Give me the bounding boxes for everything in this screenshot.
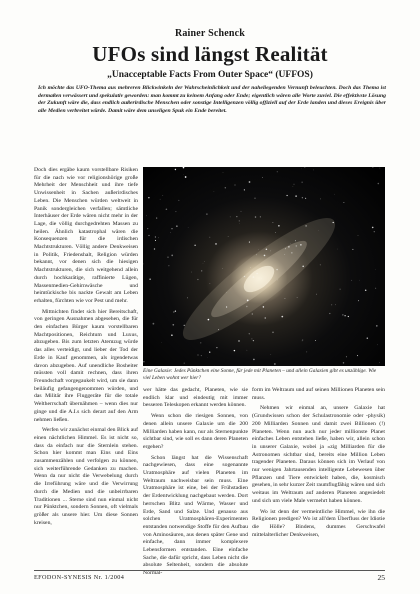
star-dot [191,272,192,273]
star-dot [161,342,162,343]
star-dot [204,261,205,262]
star-dot [344,315,345,316]
star-dot [346,356,347,357]
star-dot [297,297,298,298]
star-dot [377,344,378,345]
star-dot [244,276,245,277]
star-dot [222,268,223,269]
star-dot [230,217,231,218]
star-dot [201,355,202,356]
star-dot [255,216,257,218]
star-dot [302,197,303,198]
text-column-middle [143,387,248,581]
star-dot [173,311,175,313]
star-dot [166,208,168,210]
article-subtitle: „Unacceptable Facts From Outer Space“ (UFFOS) [107,70,313,80]
galaxy-photo [143,167,385,366]
star-dot [374,231,375,232]
star-dot [290,243,291,244]
star-dot [236,216,237,217]
star-dot [340,289,341,290]
star-dot [153,323,155,325]
star-dot [160,199,161,200]
star-dot [276,269,277,270]
star-dot [253,359,255,361]
star-dot [302,265,304,267]
star-dot [163,195,164,196]
star-dot [256,273,257,274]
star-dot [320,265,321,266]
star-dot [305,167,306,168]
starfield-graphic [143,167,385,366]
star-dot [320,199,321,200]
star-dot [241,211,242,212]
star-dot [343,202,344,203]
article-title: UFOs sind längst Realität [92,42,328,66]
star-dot [331,305,332,306]
star-dot [284,298,285,299]
star-dot [143,361,144,362]
star-dot [250,268,251,269]
star-dot [210,283,211,284]
star-dot [372,167,373,168]
star-dot [271,354,272,355]
star-dot [234,184,235,185]
star-dot [315,340,316,341]
star-dot [184,174,185,175]
page-number: 25 [377,573,385,582]
star-dot [214,191,215,192]
star-dot [171,334,173,336]
star-dot [260,216,261,217]
star-dot [348,316,349,317]
star-dot [378,183,380,185]
star-dot [249,242,250,243]
star-dot [285,255,286,256]
star-dot [271,251,272,252]
star-dot [172,228,173,229]
star-dot [285,248,286,249]
star-dot [254,198,255,199]
figure-caption: Eine Galaxie: Jedes Pünktchen eine Sonne, für jede mit Planeten – und allein Galaxien gibt es unzählige. Wie viel Leben wohnt wer hier? [143,368,377,381]
star-dot [247,300,249,302]
star-dot [184,325,185,326]
star-dot [253,340,254,341]
star-dot [183,167,185,168]
star-dot [277,280,278,281]
star-dot [337,249,338,250]
star-dot [379,362,380,363]
star-dot [295,195,297,197]
star-dot [288,246,289,247]
lead-paragraph: Ich möchte das UFO-Thema aus mehreren Blickwinkeln der Wahrscheinlichkeit und der naheliegenden Vernunft beleuchten. Doch das Thema ist dermaßen verwässert und spekulativ geworden: man kommt zu keinem Anfang oder Ende; eigentlich wären alle Worte zuviel. Die effektivste Lösung der Zukunft wäre die, dass endlich außerirdische Menschen oder sonstige Intelligenzen völlig offiziell auf der Erde landen und dieses Ereignis über alle Medien verbreitet würde. Damit wäre dem unseligen Spuk ein Ende bereitet. [38,85,386,114]
star-dot [187,298,188,299]
star-dot [148,235,149,236]
star-dot [149,279,150,280]
paragraph: Nehmen wir einmal an, unsere Galaxie hat (Grundwissen schon der Schulastronomie oder -physik) 200 Milliarden Sonnen und damit zwei Billionen (!) Planeten. Wenn nun auch nur jeder millionste Planet einfaches Leben entstehen ließe, haben wir, allein schon in unserer Galaxie, wobei ja »zig Milliarden für die Astronomen sichtbar sind, bereits eine Million Leben tragender Planeten. Daraus können sich im Verlauf von nur wenigen Jahrtausenden intelligente Lebewesen über Pflanzen und Tiere entwickelt haben, die, kosmisch gesehen, in sehr kurzer Zeit raumflugfähig wären und sich weitaus im Weltraum auf anderen Planeten angesiedelt und sich um viele Male vermehrt haben können. [252,405,385,504]
star-dot [329,313,330,314]
star-dot [316,294,317,295]
star-dot [335,305,336,306]
star-dot [143,263,144,264]
star-dot [185,176,187,178]
star-dot [295,240,296,241]
star-dot [275,232,276,233]
star-dot [171,255,173,257]
star-dot [253,276,255,278]
star-dot [252,314,253,315]
star-dot [172,324,174,326]
star-dot [239,220,240,221]
star-dot [367,337,368,338]
star-dot [179,200,180,201]
star-dot [334,194,335,195]
paragraph: Wo ist denn der vermeintliche Himmel, wie ihn die Religionen predigen? Wo ist all'dem Überfluss der Idiotie die Hölle? Bindens, dummes Gerschwafel mittelalterlicher Denkweisen, [252,508,385,538]
star-dot [286,195,287,196]
star-dot [228,236,229,237]
paragraph: wer hätte das gedacht, Planeten, wie sie endlich klar und eindeutig mit immer besseren Teleskopen erkannt werden können. [143,387,248,409]
star-dot [302,341,303,342]
star-dot [305,198,306,199]
star-dot [313,170,314,171]
star-dot [226,306,227,307]
star-dot [291,252,292,253]
star-dot [293,187,294,188]
star-dot [358,300,359,301]
star-dot [203,263,204,264]
star-dot [155,240,156,241]
star-dot [352,249,353,250]
star-dot [218,329,219,330]
star-dot [167,256,168,257]
star-dot [300,244,301,245]
star-dot [209,351,210,352]
star-dot [376,325,378,327]
paragraph: Doch dies ergäbe kaum vorstellbare Risiken für die nach wie vor religionshörige große Mehrheit der Menschheit und ihre tiefe Unwissenheit in Sachen außerirdisches Leben. Die Menschen würden weltweit in Panik sondergleichen verfallen; sämtliche Interhäuser der Erde wären nicht mehr in der Lage, die völlig durchgedrehten Massen zu heilen. Ähnlich katastrophal wären die Konsequenzen für die irdischen Machtstrukturen. Völlig andere Denkweisen in Politik, Friedenshalt, Religion würden bekannt, vor denen sich die hiesigen Machtstrukturen, die sich weitgehend allein durch hochkarätige, raffinierte Lügen, Massenmedien-Gehirnwäsche und heimtückische bis nackte Gewalt am Leben erhalten, fürchten wie vor Pest und mehr. [34,167,138,304]
star-dot [226,292,227,293]
star-dot [175,169,176,170]
star-dot [234,350,235,351]
star-dot [265,317,266,318]
star-dot [215,243,217,245]
text-column-right [252,387,385,542]
star-dot [201,270,202,271]
star-dot [246,306,247,307]
star-dot [342,314,343,315]
star-dot [264,255,266,257]
star-dot [294,184,295,185]
star-dot [155,237,156,238]
star-dot [209,237,210,238]
star-dot [249,181,251,183]
star-dot [262,177,263,178]
star-dot [380,168,381,169]
paragraph: Werfen wir zunächst einmal den Blick auf einen nächtlichen Himmel. Es ist nicht so, dass da einfach nur die Sternlein stehen. Schon hier kommt man Eins und Eins zusammenzählen und verfolgen zu können, sich weiterführende Gedanken zu machen. Wenn da nur nicht die Verwebelung durch die Irreführung wäre und die Verwirrung durch die Medien und die unbeirrbaren Traditionen ... Sterne sind nun einmal nicht nur Pünktchen, sondern Sonnen, oft vielmals größer als unsere hier. Um diese Sonnen kreisen, [34,427,138,526]
star-dot [158,237,159,238]
star-dot [296,245,298,247]
star-dot [372,227,374,229]
star-dot [156,218,157,219]
star-dot [305,225,307,227]
star-dot [200,342,201,343]
star-dot [208,319,210,321]
star-dot [343,362,344,363]
text-column-left [34,167,138,530]
star-dot [147,228,148,229]
footer-divider [34,570,385,571]
star-dot [197,279,198,280]
star-dot [176,225,177,226]
star-dot [306,352,307,353]
star-dot [365,289,367,291]
journal-name: EFODON-SYNESIS Nr. 1/2004 [34,574,125,581]
star-dot [175,310,176,311]
star-dot [357,355,358,356]
star-dot [184,363,185,364]
star-dot [198,355,199,356]
star-dot [168,265,169,266]
star-dot [146,216,147,217]
star-dot [256,254,257,255]
star-dot [333,222,334,223]
star-dot [225,187,226,188]
star-dot [238,340,239,341]
paragraph: Wenn schon die riesigen Sonnen, von denen allein unsere Galaxie um die 200 Milliarden haben kann, nur als Sternenpunkte sichtbar sind, wie soll es dann deren Planeten ergehen? [143,413,248,450]
paragraph: Schon längst hat die Wissenschaft nachgewiesen, dass eine sogenannte Uratmosphäre auf vielen Planeten im Weltraum nachweisbar sein muss. Eine Uratmosphäre ist eine, bei der Frühstadien der Erdentwicklung nachgebaut werden. Dort herrschen Blitz und Wärme, Wasser und Erde, Sand und Salze. Und genauso aus solchen Uratmosphären-Experimenten entstanden notwendige Stoffe für den Aufbau von Aminosäuren, aus denen später Gene und einfache, dann immer komplexere Lebensformen entstanden. Eine einfache Sache, die dafür spricht, dass Leben nicht die absolute Seltenheit, sondern die absolute Normal- [143,454,248,577]
star-dot [272,332,274,334]
paragraph: Mittnichten findet sich hier Bereitschaft, von geringen Ausnahmen abgesehen, die für den einfachen Bürger kaum vorstellbaren Machtpositionen, Reichtum und Luxus, abzugeben. Bis zum letzten Atemzug würde das alles verteidigt, und lieber der Tod der Erde in Kauf genommen, als irgendetwas davon abzugeben. Auf unendliche Bosheiter müssten voll damit rechnen, dass ihren Freundschaft vorgegaukelt wird, um sie dann beiläufig gefangengenommen würden, und das Militär ihre Fluggeräte für die totale Weltherrschaft übernähmen – wenn dies nur ginge und die A.I.s sich derart auf den Arm nehmen ließen. [34,308,138,423]
star-dot [194,245,195,246]
star-dot [251,338,252,339]
star-dot [263,306,265,308]
paragraph: form im Weltraum und auf seinen Millionen Planeten sein muss. [252,387,385,401]
star-dot [302,182,303,183]
star-dot [375,288,376,289]
star-dot [216,347,217,348]
star-dot [358,235,359,236]
star-dot [359,280,360,281]
star-dot [272,222,273,223]
star-dot [281,316,283,318]
star-dot [170,232,171,233]
star-dot [277,171,278,172]
star-dot [302,340,303,341]
star-dot [247,350,248,351]
star-dot [278,225,280,227]
star-dot [351,280,352,281]
star-dot [154,248,155,249]
author-name: Rainer Schenck [174,28,246,39]
star-dot [206,213,207,214]
star-dot [249,333,250,334]
star-dot [261,278,262,279]
star-dot [266,249,268,251]
star-dot [274,363,275,364]
star-dot [244,189,245,190]
star-dot [148,197,149,198]
star-dot [175,211,176,212]
